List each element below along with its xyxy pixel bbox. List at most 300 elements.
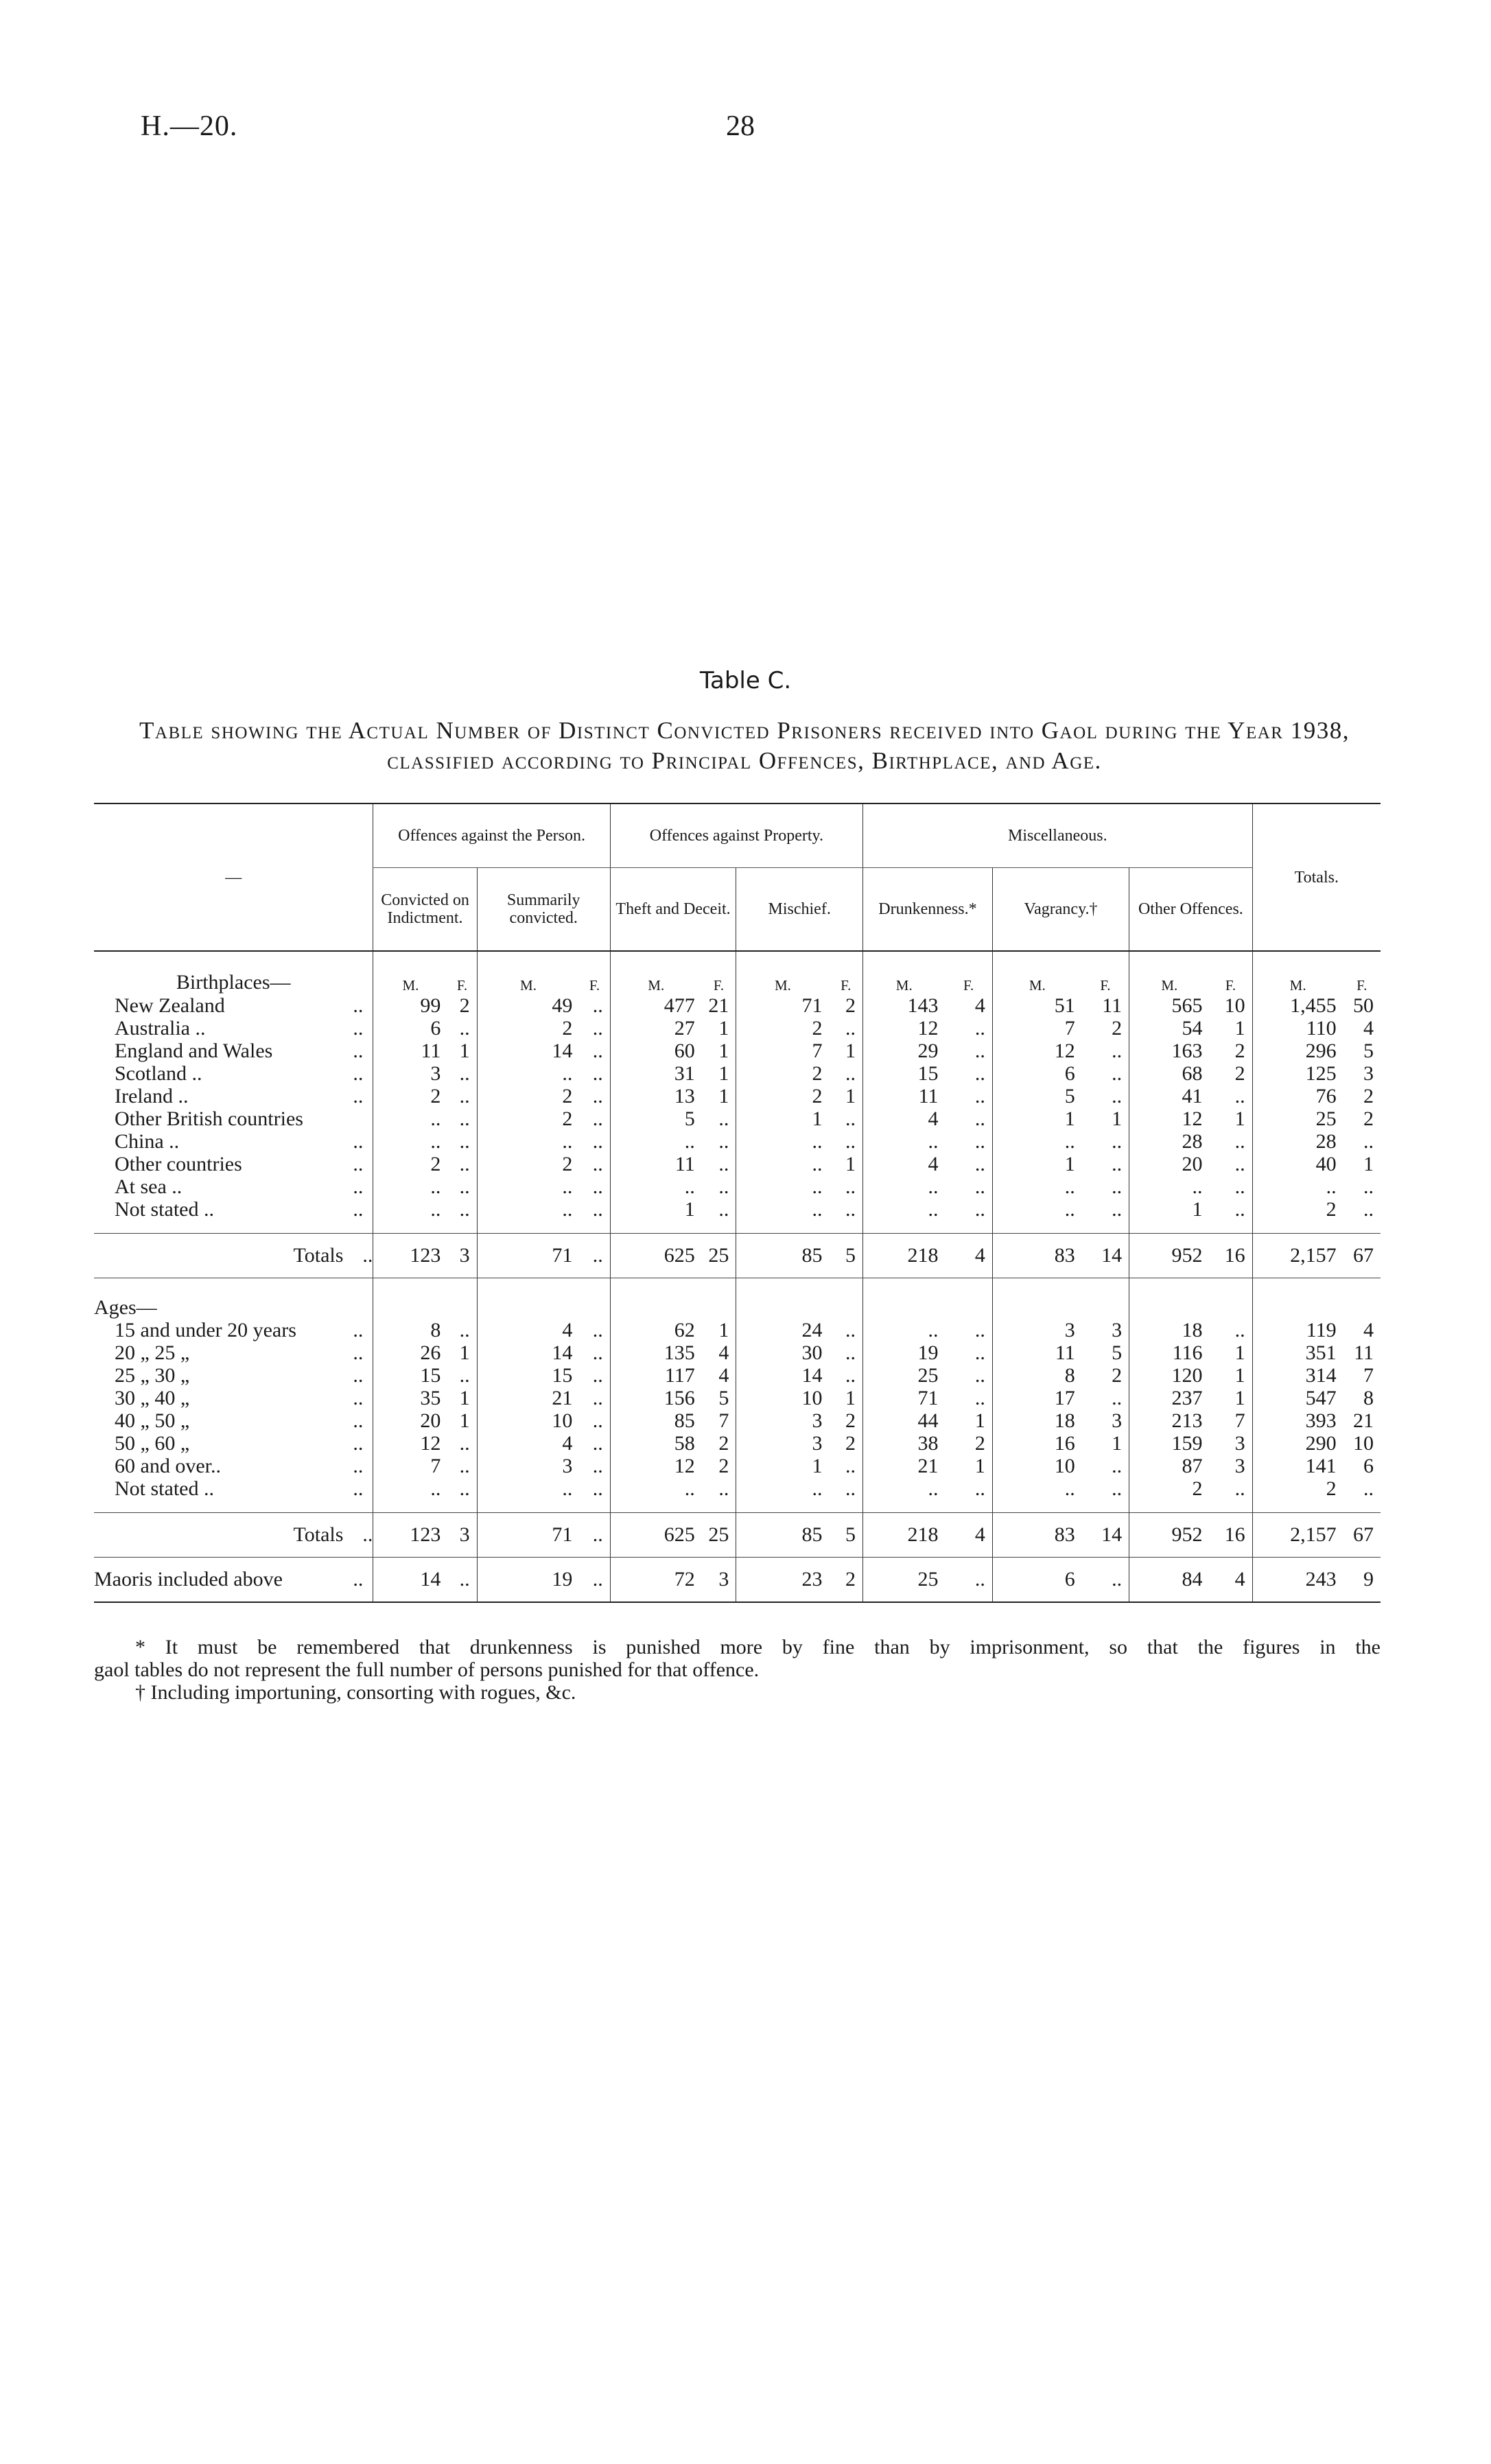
age-totals-row-value: 3: [447, 1513, 477, 1558]
age-row-value: 1: [1234, 1387, 1245, 1409]
maoris-row-value: ..: [1082, 1558, 1129, 1603]
birthplace-row-value: ..: [736, 1153, 830, 1175]
male-label: M.: [610, 951, 702, 994]
birthplace-row-value: ..: [459, 1198, 470, 1221]
age-row-value: ..: [459, 1477, 470, 1500]
spacer-row-cell: [373, 1221, 448, 1234]
table-label: Table C.: [699, 667, 792, 694]
col-vagrancy: Vagrancy.†: [992, 868, 1129, 952]
birthplace-row-value: 21: [708, 994, 729, 1017]
age-row-value: ..: [592, 1341, 603, 1364]
birthplace-row: [94, 1107, 1381, 1130]
age-totals-row-value: 5: [829, 1513, 862, 1558]
age-row-value: 120: [1129, 1364, 1210, 1387]
age-row-value: 4: [477, 1319, 579, 1341]
birthplace-row-value: ..: [1129, 1175, 1210, 1198]
spacer-row-cell: [1343, 1278, 1381, 1297]
birthplace-row-value: 2: [736, 1085, 830, 1107]
maoris-row-value: 2: [829, 1558, 862, 1603]
birthplace-row-value: ..: [592, 1130, 603, 1153]
birthplace-row-value: 125: [1252, 1062, 1343, 1085]
birthplace-row-value: 163: [1129, 1040, 1210, 1062]
section-heading-ages-cell: [1343, 1296, 1381, 1319]
age-totals-row-value: 16: [1209, 1513, 1252, 1558]
birthplace-row-value: ..: [1112, 1062, 1123, 1085]
age-row-value: ..: [974, 1319, 985, 1341]
age-row-value: 2: [845, 1432, 856, 1455]
maoris-row-value: 6: [992, 1558, 1081, 1603]
spacer-row-cell: [610, 1500, 702, 1513]
age-totals-row-value: 67: [1343, 1513, 1381, 1558]
birthplace-row-value: 60: [610, 1040, 702, 1062]
birthplace-row: [94, 994, 1381, 1017]
age-row-value: 1: [459, 1387, 470, 1409]
age-row-value: 1: [974, 1409, 985, 1432]
birthplace-row-label-leader: ..: [353, 1017, 364, 1040]
birthplace-row-value: 5: [610, 1107, 702, 1130]
section-heading-ages-cell: [702, 1296, 736, 1319]
spacer-row-cell: [1343, 1221, 1381, 1234]
col-theft-deceit: Theft and Deceit.: [610, 868, 736, 952]
age-row-value: ..: [592, 1455, 603, 1477]
birthplace-row-value: 3: [373, 1062, 448, 1085]
age-row-value: 117: [610, 1364, 702, 1387]
spacer-row-cell: [1343, 1500, 1381, 1513]
birthplace-row-value: 99: [373, 994, 448, 1017]
age-row-value: 4: [718, 1364, 729, 1387]
birthplace-row-value: ..: [974, 1107, 985, 1130]
age-row-label-text: 50 „ 60 „: [115, 1432, 190, 1455]
spacer-row-cell: [863, 1500, 946, 1513]
birthplace-row-label: [94, 1040, 373, 1062]
birthplace-row-value: 12: [863, 1017, 946, 1040]
age-row-value: 7: [1363, 1364, 1374, 1387]
spacer-row-cell: [610, 1221, 702, 1234]
birthplace-row-value: ..: [373, 1175, 448, 1198]
birthplace-row-value: 29: [863, 1040, 946, 1062]
birthplace-row-value: ..: [863, 1198, 946, 1221]
female-label: F.: [1225, 977, 1236, 994]
birthplace-row-label-text: Australia ..: [115, 1017, 206, 1040]
birthplace-totals-row-value: 25: [702, 1234, 736, 1278]
age-row-value: 12: [610, 1455, 702, 1477]
age-row-value: ..: [592, 1364, 603, 1387]
age-row-value: 141: [1252, 1455, 1343, 1477]
birthplace-row-value: ..: [974, 1085, 985, 1107]
birthplace-row-value: ..: [974, 1062, 985, 1085]
age-row-value: 25: [863, 1364, 946, 1387]
age-row-value: ..: [459, 1319, 470, 1341]
age-row-value: 10: [992, 1455, 1081, 1477]
birthplace-totals-row-label-leader: ..: [362, 1244, 373, 1267]
age-row-value: 2: [718, 1432, 729, 1455]
age-row-value: 237: [1129, 1387, 1210, 1409]
birthplace-row-label-leader: ..: [353, 1175, 364, 1198]
male-label: M.: [736, 951, 830, 994]
section-heading-ages-cell: [447, 1296, 477, 1319]
header-row-groups: [94, 803, 1381, 868]
age-row-value: 3: [736, 1409, 830, 1432]
age-row-value: ..: [863, 1477, 946, 1500]
age-row-value: 2: [1252, 1477, 1343, 1500]
age-row-value: 3: [477, 1455, 579, 1477]
birthplace-row-value: 1: [459, 1040, 470, 1062]
age-row-label-leader: ..: [353, 1477, 364, 1500]
birthplace-row-value: 6: [992, 1062, 1081, 1085]
age-totals-row-label-leader: ..: [362, 1523, 373, 1546]
age-row: [94, 1432, 1381, 1455]
birthplace-row-value: 11: [863, 1085, 946, 1107]
female-label: F.: [1357, 977, 1367, 994]
birthplace-row-value: ..: [1234, 1198, 1245, 1221]
birthplace-row-value: 1: [718, 1085, 729, 1107]
birthplace-row-label: [94, 1130, 373, 1153]
birthplace-row-value: 28: [1129, 1130, 1210, 1153]
birthplace-row-value: ..: [610, 1175, 702, 1198]
birthplace-row-value: 2: [477, 1107, 579, 1130]
birthplace-totals-row-value: 952: [1129, 1234, 1210, 1278]
maoris-row-value: ..: [447, 1558, 477, 1603]
birthplace-totals-row-value: 625: [610, 1234, 702, 1278]
col-convicted-indictment: Convicted on Indictment.: [373, 868, 477, 952]
age-row-value: ..: [718, 1477, 729, 1500]
age-row: [94, 1409, 1381, 1432]
age-row-value: 18: [992, 1409, 1081, 1432]
age-row-label: [94, 1319, 373, 1341]
birthplace-row-value: 51: [992, 994, 1081, 1017]
birthplace-row-value: ..: [592, 1085, 603, 1107]
birthplace-row-value: ..: [1112, 1198, 1123, 1221]
spacer-row: [94, 1221, 1381, 1234]
birthplace-totals-row-value: 14: [1082, 1234, 1129, 1278]
age-row-value: ..: [974, 1341, 985, 1364]
spacer-row-cell: [579, 1221, 610, 1234]
age-row-value: ..: [974, 1364, 985, 1387]
spacer-row-cell: [1129, 1221, 1210, 1234]
spacer-row-cell: [1209, 1500, 1252, 1513]
age-row-value: 6: [1363, 1455, 1374, 1477]
birthplace-row: [94, 1040, 1381, 1062]
birthplace-totals-row-value: 71: [477, 1234, 579, 1278]
age-row-value: 2: [974, 1432, 985, 1455]
birthplace-row-value: ..: [718, 1153, 729, 1175]
birthplace-row-value: 5: [1363, 1040, 1374, 1062]
section-heading-ages-cell: [1252, 1296, 1343, 1319]
age-row-value: 2: [1129, 1477, 1210, 1500]
birthplace-row-label-text: Ireland ..: [115, 1085, 189, 1107]
age-row-value: ..: [592, 1432, 603, 1455]
age-row-value: 116: [1129, 1341, 1210, 1364]
age-totals-row-value: 14: [1082, 1513, 1129, 1558]
spacer-row-cell: [477, 1278, 579, 1297]
age-row-value: 21: [1353, 1409, 1374, 1432]
birthplace-row-label-text: Other British countries: [115, 1107, 303, 1130]
section-heading-ages-cell: [829, 1296, 862, 1319]
birthplace-row-value: ..: [592, 1040, 603, 1062]
age-row-value: 8: [1363, 1387, 1374, 1409]
spacer-row-cell: [1209, 1278, 1252, 1297]
birthplace-row-value: ..: [845, 1175, 856, 1198]
age-row-value: ..: [845, 1341, 856, 1364]
spacer-row-cell: [477, 1500, 579, 1513]
birthplace-totals-row-value: 2,157: [1252, 1234, 1343, 1278]
birthplace-row: [94, 1017, 1381, 1040]
birthplace-row-value: ..: [1234, 1085, 1245, 1107]
birthplace-row-value: ..: [459, 1175, 470, 1198]
birthplace-row-value: 4: [1363, 1017, 1374, 1040]
spacer-row: [94, 1278, 1381, 1297]
age-row-value: 87: [1129, 1455, 1210, 1477]
birthplace-row-value: ..: [459, 1017, 470, 1040]
age-row-label-leader: ..: [353, 1319, 364, 1341]
stub-header: —: [94, 803, 373, 951]
birthplace-row-value: ..: [845, 1198, 856, 1221]
spacer-row-cell: [1129, 1500, 1210, 1513]
maoris-label: [94, 1558, 373, 1603]
birthplace-row-label-text: At sea ..: [115, 1175, 183, 1198]
spacer-row-cell: [829, 1278, 862, 1297]
age-row-value: 21: [863, 1455, 946, 1477]
birthplace-row-value: ..: [974, 1153, 985, 1175]
group-offences-person: Offences against the Person.: [373, 803, 610, 868]
birthplace-row-label-text: Scotland ..: [115, 1062, 202, 1085]
spacer-row: [94, 1500, 1381, 1513]
age-row-value: 393: [1252, 1409, 1343, 1432]
birthplace-row-value: ..: [1363, 1130, 1374, 1153]
birthplace-row-value: ..: [974, 1017, 985, 1040]
section-heading-ages-cell: [863, 1296, 946, 1319]
maoris-label-leader: ..: [353, 1568, 364, 1591]
birthplace-row-value: ..: [718, 1175, 729, 1198]
age-row-value: ..: [1112, 1455, 1123, 1477]
age-row-value: ..: [974, 1387, 985, 1409]
age-row-value: 17: [992, 1387, 1081, 1409]
section-heading-ages: [94, 1296, 1381, 1319]
age-row-label-text: 20 „ 25 „: [115, 1341, 190, 1364]
spacer-row-cell: [579, 1278, 610, 1297]
age-row-value: 18: [1129, 1319, 1210, 1341]
birthplace-row-value: ..: [592, 1175, 603, 1198]
birthplace-row-value: ..: [592, 1017, 603, 1040]
maoris-row-value: 19: [477, 1558, 579, 1603]
age-row-label-leader: ..: [353, 1409, 364, 1432]
age-totals-row-label-text: Totals: [293, 1523, 344, 1546]
birthplace-row-label-leader: ..: [353, 994, 364, 1017]
age-row-value: 11: [1354, 1341, 1374, 1364]
birthplace-totals-row-value: ..: [579, 1234, 610, 1278]
age-row-value: 7: [718, 1409, 729, 1432]
age-row-value: 5: [718, 1387, 729, 1409]
birthplace-row-value: 12: [992, 1040, 1081, 1062]
sex-header-row: [94, 951, 1381, 994]
age-row-value: ..: [1112, 1477, 1123, 1500]
age-row-value: 16: [992, 1432, 1081, 1455]
birthplace-totals-row: [94, 1234, 1381, 1278]
age-row-value: 30: [736, 1341, 830, 1364]
birthplace-row-value: 2: [1234, 1040, 1245, 1062]
spacer-row-cell: [447, 1500, 477, 1513]
birthplace-row-value: 11: [610, 1153, 702, 1175]
age-row-value: 159: [1129, 1432, 1210, 1455]
section-heading-ages-cell: [373, 1296, 448, 1319]
birthplace-row-value: ..: [1112, 1085, 1123, 1107]
age-row-value: ..: [592, 1387, 603, 1409]
age-row-value: 44: [863, 1409, 946, 1432]
age-row-value: ..: [845, 1455, 856, 1477]
birthplace-row-label: [94, 1198, 373, 1221]
age-row: [94, 1364, 1381, 1387]
spacer-row-cell: [946, 1500, 993, 1513]
birthplace-row-value: ..: [845, 1017, 856, 1040]
section-heading-birthplaces: Birthplaces—: [176, 971, 291, 994]
birthplace-row-value: 12: [1129, 1107, 1210, 1130]
birthplace-row-value: 1: [992, 1153, 1081, 1175]
birthplace-row-value: ..: [736, 1198, 830, 1221]
birthplace-row-value: ..: [592, 1107, 603, 1130]
birthplace-row-value: 2: [1234, 1062, 1245, 1085]
birthplace-row-value: ..: [974, 1198, 985, 1221]
section-heading-ages-cell: [579, 1296, 610, 1319]
age-row-value: 156: [610, 1387, 702, 1409]
birthplace-row-value: 4: [974, 994, 985, 1017]
age-row-label-leader: ..: [353, 1364, 364, 1387]
spacer-row-cell: [736, 1500, 830, 1513]
birthplace-row-value: ..: [610, 1130, 702, 1153]
birthplace-row-value: ..: [459, 1130, 470, 1153]
spacer-row-cell: [829, 1500, 862, 1513]
age-row-value: 3: [1112, 1319, 1123, 1341]
birthplace-row-value: 6: [373, 1017, 448, 1040]
footnotes: [94, 1636, 1381, 1704]
spacer-row-cell: [863, 1278, 946, 1297]
age-row-value: 1: [736, 1455, 830, 1477]
birthplace-row: [94, 1062, 1381, 1085]
age-row-value: ..: [863, 1319, 946, 1341]
age-row-value: 7: [373, 1455, 448, 1477]
spacer-row-cell: [373, 1500, 448, 1513]
age-row-value: ..: [592, 1477, 603, 1500]
birthplace-row-value: ..: [373, 1107, 448, 1130]
age-row-label-text: 60 and over..: [115, 1455, 221, 1477]
age-row-value: 3: [736, 1432, 830, 1455]
maoris-row-value: 84: [1129, 1558, 1210, 1603]
spacer-row-cell: [94, 1500, 373, 1513]
birthplace-row-label: [94, 1153, 373, 1175]
age-row-value: 62: [610, 1319, 702, 1341]
spacer-row-cell: [992, 1221, 1081, 1234]
birthplace-row-value: ..: [592, 1198, 603, 1221]
birthplace-row-value: 76: [1252, 1085, 1343, 1107]
birthplace-totals-row-label: [94, 1234, 373, 1278]
section-heading-ages-cell: [477, 1296, 579, 1319]
age-row-value: 15: [477, 1364, 579, 1387]
age-row-label: [94, 1477, 373, 1500]
spacer-row-cell: [1209, 1221, 1252, 1234]
female-label: F.: [456, 977, 468, 994]
birthplace-row-value: ..: [592, 994, 603, 1017]
birthplace-row-value: 110: [1252, 1017, 1343, 1040]
document-reference: H.—20.: [141, 110, 238, 142]
birthplace-row-label-text: China ..: [115, 1130, 180, 1153]
age-row-value: 1: [1112, 1432, 1123, 1455]
maoris-row-value: 9: [1343, 1558, 1381, 1603]
birthplace-row-value: 565: [1129, 994, 1210, 1017]
age-row-value: ..: [477, 1477, 579, 1500]
birthplace-row-value: 3: [1363, 1062, 1374, 1085]
birthplace-row-value: 2: [459, 994, 470, 1017]
age-row-value: 3: [992, 1319, 1081, 1341]
age-row: [94, 1341, 1381, 1364]
birthplace-row-value: ..: [1112, 1153, 1123, 1175]
age-row-value: 14: [736, 1364, 830, 1387]
age-row-value: 4: [718, 1341, 729, 1364]
birthplace-row-value: 2: [477, 1153, 579, 1175]
birthplace-row-value: ..: [1234, 1175, 1245, 1198]
spacer-row-cell: [736, 1221, 830, 1234]
age-row-label: [94, 1364, 373, 1387]
birthplace-totals-row-value: 83: [992, 1234, 1081, 1278]
maoris-row-value: ..: [946, 1558, 993, 1603]
spacer-row-cell: [1082, 1278, 1129, 1297]
spacer-row-cell: [702, 1221, 736, 1234]
age-row-value: ..: [459, 1455, 470, 1477]
birthplace-row-value: 4: [863, 1153, 946, 1175]
age-row-label-text: 25 „ 30 „: [115, 1364, 190, 1387]
birthplace-row-value: ..: [845, 1107, 856, 1130]
age-row-value: ..: [974, 1477, 985, 1500]
birthplace-row-value: 2: [845, 994, 856, 1017]
birthplace-totals-row-label-text: Totals: [293, 1244, 344, 1267]
female-label: F.: [841, 977, 852, 994]
group-totals: Totals.: [1252, 803, 1381, 951]
spacer-row-cell: [447, 1221, 477, 1234]
age-row-value: 1: [718, 1319, 729, 1341]
birthplace-row-value: 477: [610, 994, 702, 1017]
spacer-row-cell: [702, 1500, 736, 1513]
spacer-row-cell: [579, 1500, 610, 1513]
spacer-row-cell: [1252, 1500, 1343, 1513]
age-row-value: ..: [845, 1477, 856, 1500]
section-heading-ages-cell: [1209, 1296, 1252, 1319]
birthplace-row-value: 1: [845, 1085, 856, 1107]
birthplace-row-value: ..: [459, 1153, 470, 1175]
birthplace-row-value: 50: [1353, 994, 1374, 1017]
birthplace-row: [94, 1198, 1381, 1221]
age-row-value: 290: [1252, 1432, 1343, 1455]
birthplace-row-value: ..: [1363, 1198, 1374, 1221]
birthplace-row: [94, 1153, 1381, 1175]
age-row-value: ..: [1234, 1477, 1245, 1500]
birthplace-row-value: 296: [1252, 1040, 1343, 1062]
birthplace-row-value: 4: [863, 1107, 946, 1130]
birthplace-row-value: 1: [718, 1062, 729, 1085]
col-other-offences: Other Offences.: [1129, 868, 1252, 952]
birthplace-row-value: 2: [373, 1085, 448, 1107]
birthplace-row-value: 1: [736, 1107, 830, 1130]
birthplace-row-value: 1: [1234, 1107, 1245, 1130]
age-row-value: 58: [610, 1432, 702, 1455]
age-row-value: 3: [1112, 1409, 1123, 1432]
birthplace-row-value: ..: [477, 1130, 579, 1153]
birthplace-row-value: 25: [1252, 1107, 1343, 1130]
maoris-row-value: 23: [736, 1558, 830, 1603]
birthplace-row: [94, 1085, 1381, 1107]
maoris-row-value: 3: [702, 1558, 736, 1603]
age-totals-row-value: 4: [946, 1513, 993, 1558]
birthplace-row-value: 20: [1129, 1153, 1210, 1175]
birthplace-row-value: 1: [718, 1040, 729, 1062]
spacer-row-cell: [946, 1221, 993, 1234]
